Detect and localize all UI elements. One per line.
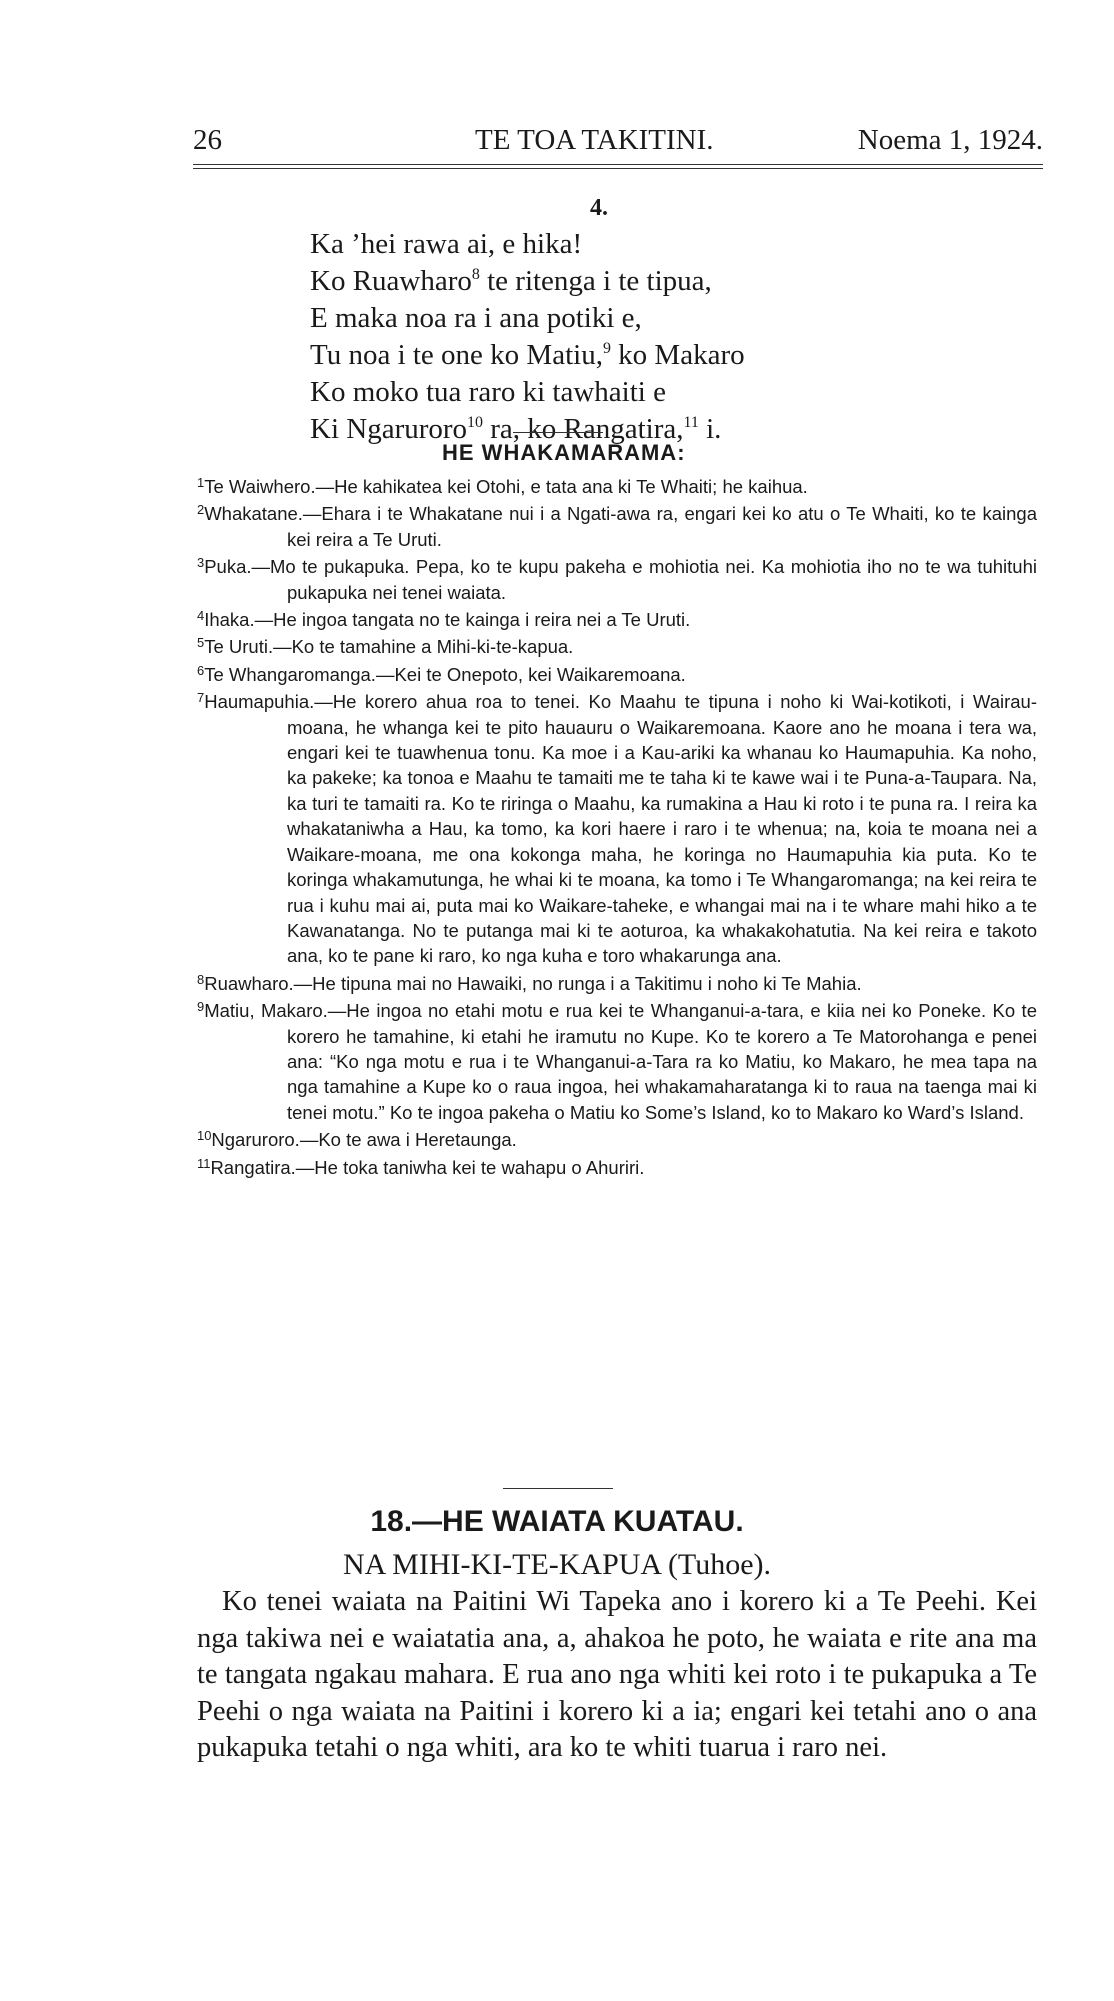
- note-item: $^6$Te Whangaromanga.—Kei te Onepoto, kei Waikaremoana.: [197, 663, 686, 685]
- verse-line: Ko Ruawharo$^8$ te ritenga i te tipua,: [310, 265, 712, 297]
- note-number: 4: [197, 608, 205, 624]
- note-item: $^2$Whakatane.—Ehara i te Whakatane nui i a Ngati-awa ra, engari kei ko atu o Te Whaiti, ko te kainga kei reira a Te Uruti.: [197, 502, 1037, 550]
- issue-date: Noema 1, 1924.: [857, 124, 1043, 156]
- verse-line: Tu noa i te one ko Matiu,$^9$ ko Makaro: [310, 339, 745, 371]
- footnote-ref: 11: [683, 413, 699, 431]
- note-item: $^5$Te Uruti.—Ko te tamahine a Mihi-ki-te-kapua.: [197, 635, 574, 658]
- footnote-ref: 8: [471, 265, 480, 283]
- note-number: 6: [197, 663, 205, 679]
- notes-heading: HE WHAKAMARAMA:: [442, 440, 686, 465]
- note-number: 11: [197, 1155, 211, 1171]
- page-number: 26: [193, 124, 222, 156]
- verse-line: E maka noa ra i ana potiki e,: [310, 302, 642, 334]
- note-item: $^{11}$Rangatira.—He toka taniwha kei te wahapu o Ahuriri.: [197, 1155, 645, 1178]
- note-item: $^1$Te Waiwhero.—He kahikatea kei Otohi, e tata ana ki Te Whaiti; he kaihua.: [197, 475, 808, 497]
- note-number: 2: [197, 502, 205, 518]
- note-number: 9: [197, 999, 205, 1015]
- note-number: 1: [197, 475, 205, 491]
- header-rule: [193, 164, 1043, 165]
- footnote-ref: 9: [602, 339, 611, 357]
- verse-divider: [513, 432, 603, 433]
- verse-line: Ko moko tua raro ki tawhaiti e: [310, 376, 666, 408]
- section-divider: [503, 1488, 613, 1489]
- verse-line: Ki Ngaruroro$^{10}$ ra, ko Rangatira,$^{11}$ i.: [310, 413, 722, 445]
- note-item: $^8$Ruawharo.—He tipuna mai no Hawaiki, no runga i a Takitimu i noho ki Te Mahia.: [197, 971, 862, 994]
- song-verse: [310, 226, 745, 448]
- note-number: 3: [197, 555, 205, 571]
- verse-line: Ka ’hei rawa ai, e hika!: [310, 228, 583, 260]
- note-number: 10: [197, 1128, 212, 1144]
- section-title: 18.—HE WAIATA KUATAU.: [370, 1505, 744, 1538]
- note-item: $^7$Haumapuhia.—He korero ahua roa to tenei. Ko Maahu te tipuna i noho ki Wai-kotikoti, i Wairau-moana, he whanga kei te pito hauauru o Waikaremoana. Kaore ano he moana i tera wa, engari kei te tuawhenua tonu. Ka moe i a Kau-ariki ka whanau ko Haumapuhia. Ka noho, ka pakeke; ka tonoa e Maahu te tamaiti me te taha ki te kawe wai i te Puna-a-Taupara. Na, ka turi te tamaiti ra. Ko te riringa o Maahu, ka rumakina a Hau ki roto i te puna ra. I reira ka whakataniwha a Hau, ka tomo, ka kori haere i raro i te whenua; na, koia te moana nei a Waikare-moana, me ona kokonga maha, he koringa no Haumapuhia kia puta. Ko te koringa whakamutunga, he whai ki te moana, ka tomo i Te Whangaromanga; na kei reira te rua i kuhu mai ai, puta mai ko Waikare-taheke, e whangai mai na i te whare mahi hiko a te Kawanatanga. No te putanga mai ki te aoturoa, ka whakakohatutia. Na kei reira e takoto ana, ko te pane ki raro, ko nga kuha e toro whakarunga ana.: [197, 690, 1037, 967]
- note-number: 5: [197, 635, 205, 651]
- note-item: $^3$Puka.—Mo te pukapuka. Pepa, ko te kupu pakeha e mohiotia nei. Ka mohiotia iho no te wa tuhituhi pukapuka nei tenei waiata.: [197, 555, 1037, 603]
- note-number: 7: [197, 690, 205, 706]
- running-header: [193, 124, 1043, 162]
- stanza-number: 4.: [590, 195, 608, 221]
- journal-title: TE TOA TAKITINI.: [475, 124, 714, 156]
- note-item: $^9$Matiu, Makaro.—He ingoa no etahi motu e rua kei te Whanganui-a-tara, e kiia nei ko Poneke. Ko te korero he tamahine, ki etahi he iramutu no Kupe. Ko te korero a Te Matorohanga e penei ana: “Ko nga motu e rua i te Whanganui-a-Tara ra ko Matiu, ko Makaro, he mea tapa na nga tamahine a Kupe ko o raua ingoa, hei whakamaharatanga ki to raua na taenga mai ki tenei motu.” Ko te ingoa pakeha o Matiu ko Some’s Island, ko to Makaro ko Ward’s Island.: [197, 999, 1037, 1123]
- notes-list: [197, 474, 1037, 1182]
- section-subtitle: NA MIHI-KI-TE-KAPUA (Tuhoe).: [342, 1548, 772, 1581]
- header-rule-thin: [193, 168, 1043, 169]
- intro-paragraph: Ko tenei waiata na Paitini Wi Tapeka ano i korero ki a Te Peehi. Kei nga takiwa nei e waiatatia ana, a, ahakoa he poto, he waiata e rite ana ma te tangata ngakau mahara. E rua ano nga whiti kei roto i te pukapuka a Te Peehi o nga waiata na Paitini i korero ki a ia; engari kei tetahi ano o ana pukapuka tetahi o nga whiti, ara ko te whiti tuarua i raro nei.: [197, 1586, 1037, 1763]
- note-number: 8: [197, 971, 205, 987]
- note-item: $^4$Ihaka.—He ingoa tangata no te kainga i reira nei a Te Uruti.: [197, 608, 691, 631]
- footnote-ref: 10: [467, 413, 483, 431]
- note-item: $^{10}$Ngaruroro.—Ko te awa i Heretaunga.: [197, 1128, 517, 1151]
